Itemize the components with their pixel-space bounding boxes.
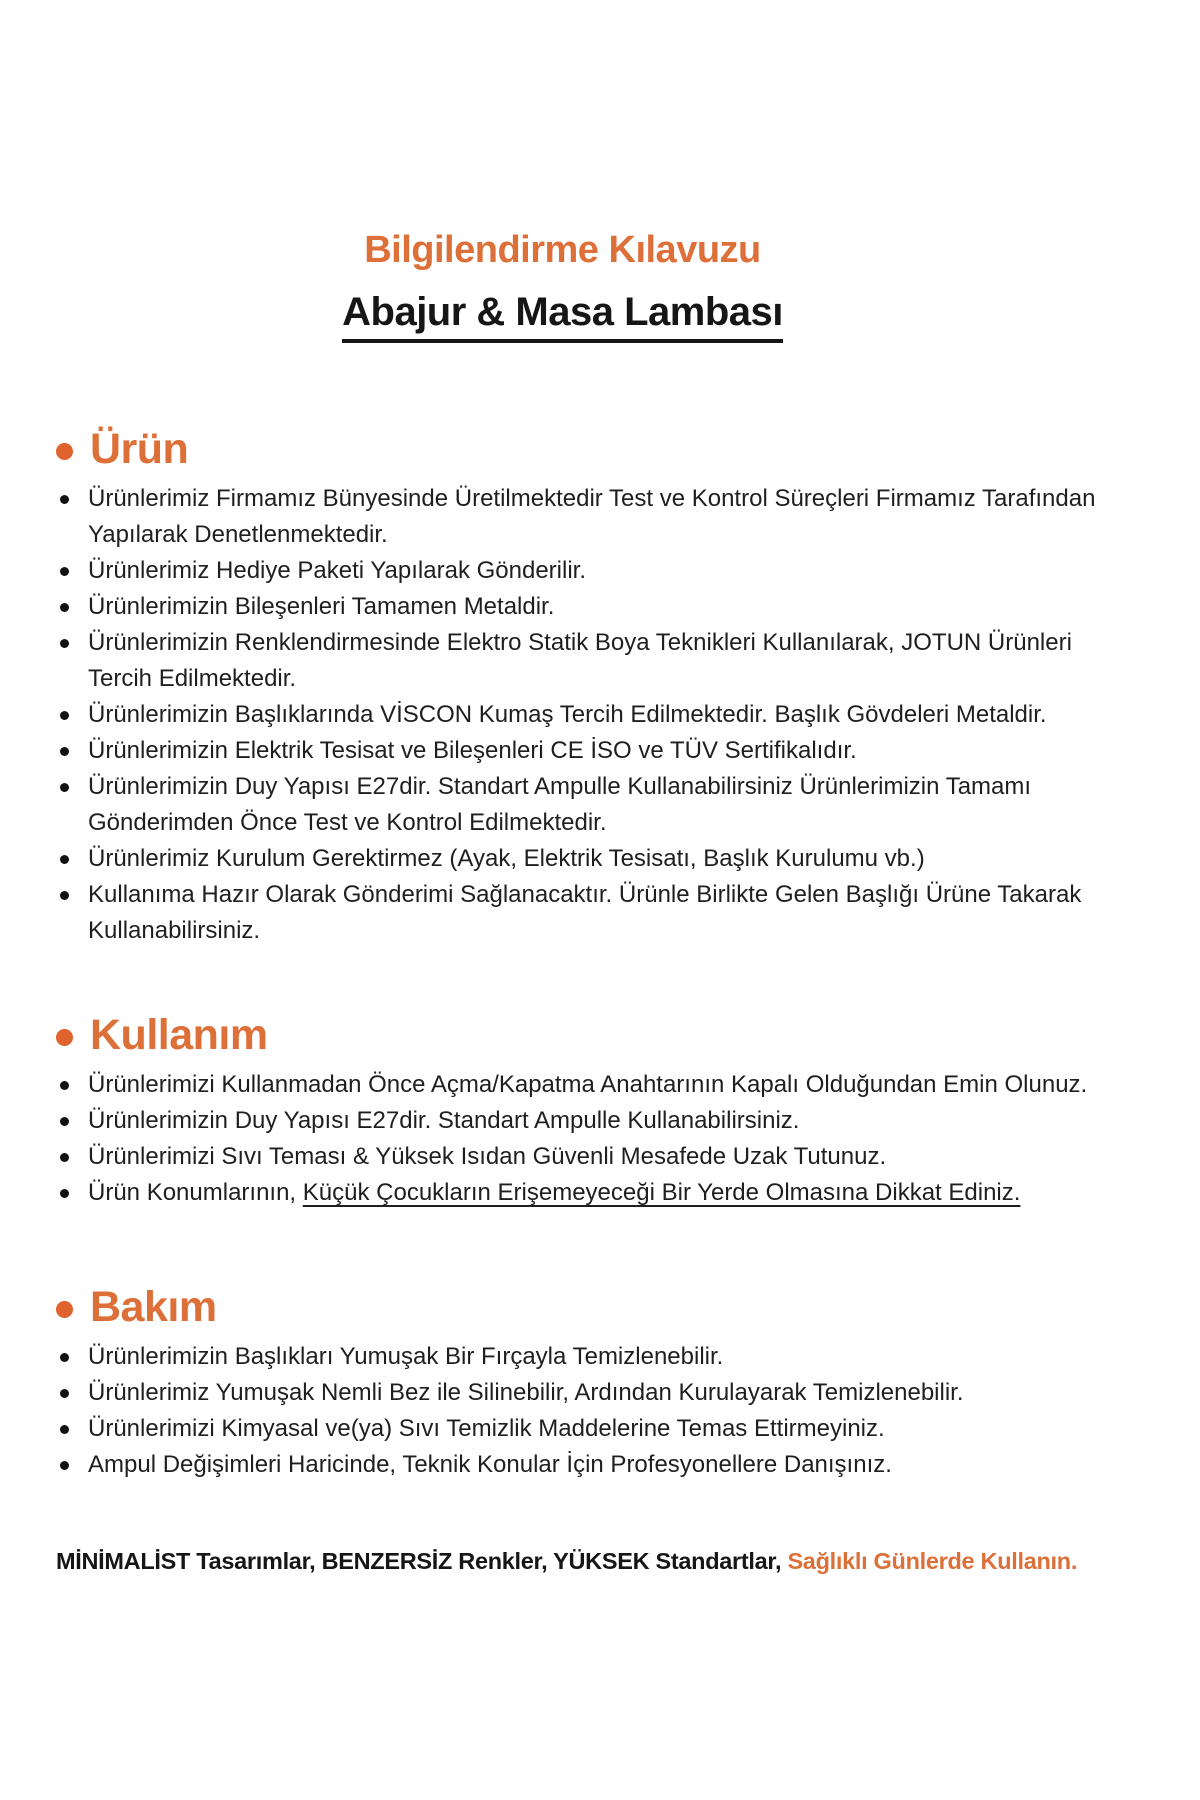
list-item-text: Ürünlerimizin Elektrik Tesisat ve Bileşenleri CE İSO ve TÜV Sertifikalıdır. (88, 737, 857, 764)
list-item (50, 1411, 1136, 1447)
list-item-text: Kullanıma Hazır Olarak Gönderimi Sağlanacaktır. Ürünle Birlikte Gelen Başlığı Ürüne Takarak Kullanabilirsiniz. (88, 881, 1082, 944)
list-item-text: Ürünlerimizi Kimyasal ve(ya) Sıvı Temizlik Maddelerine Temas Ettirmeyiniz. (88, 1415, 885, 1442)
section-urun-heading: Ürün (90, 425, 189, 473)
bullet-icon (60, 639, 69, 648)
list-item (50, 553, 1136, 589)
bullet-icon (56, 1029, 73, 1046)
footer-tagline-accent: Sağlıklı Günlerde Kullanın. (787, 1548, 1078, 1574)
bullet-icon (60, 1425, 69, 1434)
bullet-icon (60, 1189, 69, 1198)
bullet-icon (60, 1353, 69, 1362)
section-urun (0, 423, 1200, 949)
list-item (50, 697, 1136, 733)
bullet-icon (60, 567, 69, 576)
list-item (50, 769, 1136, 841)
footer-tagline-black: MİNİMALİST Tasarımlar, BENZERSİZ Renkler, YÜKSEK Standartlar, (56, 1548, 788, 1574)
list-item (50, 1067, 1136, 1103)
section-kullanim-heading-row (50, 1009, 1136, 1061)
bullet-icon (60, 603, 69, 612)
section-bakim-heading: Bakım (90, 1283, 217, 1331)
bullet-icon (60, 891, 69, 900)
list-item (50, 1139, 1136, 1175)
section-kullanim-heading: Kullanım (90, 1011, 268, 1059)
section-kullanim-list (50, 1067, 1136, 1211)
list-item-text: Ürünlerimizin Duy Yapısı E27dir. Standart Ampulle Kullanabilirsiniz Ürünlerimizin Tamamı Gönderimden Önce Test ve Kontrol Edilmektedir. (88, 773, 1032, 836)
list-item (50, 1339, 1136, 1375)
list-item-text: Ürünlerimizin Bileşenleri Tamamen Metaldir. (88, 593, 555, 620)
page-title: Bilgilendirme Kılavuzu (364, 229, 761, 271)
bullet-icon (56, 443, 73, 460)
list-item-text: Ürünlerimiz Hediye Paketi Yapılarak Gönderilir. (88, 557, 586, 584)
list-item-text: Ürünlerimiz Kurulum Gerektirmez (Ayak, Elektrik Tesisatı, Başlık Kurulumu vb.) (88, 845, 925, 872)
list-item-text: Ampul Değişimleri Haricinde, Teknik Konular İçin Profesyonellere Danışınız. (88, 1451, 892, 1478)
list-item (50, 841, 1136, 877)
section-kullanim (0, 1009, 1200, 1211)
bullet-icon (60, 1389, 69, 1398)
list-item (50, 625, 1136, 697)
list-item-text: Ürünlerimizin Başlıklarında VİSCON Kumaş Tercih Edilmektedir. Başlık Gövdeleri Metaldir. (88, 701, 1047, 728)
section-urun-heading-row (50, 423, 1136, 475)
footer-tagline (0, 1543, 1200, 1579)
section-bakim-heading-row (50, 1281, 1136, 1333)
list-item-text: Ürünlerimizin Duy Yapısı E27dir. Standart Ampulle Kullanabilirsiniz. (88, 1107, 800, 1134)
list-item-text: Ürünlerimizin Başlıkları Yumuşak Bir Fırçayla Temizlenebilir. (88, 1343, 724, 1370)
list-item (50, 589, 1136, 625)
section-bakim (0, 1281, 1200, 1483)
list-item (50, 1447, 1136, 1483)
list-item (50, 1103, 1136, 1139)
list-item (50, 481, 1136, 553)
bullet-icon (60, 1081, 69, 1090)
section-urun-list (50, 481, 1136, 949)
list-item-text: Ürünlerimizi Sıvı Teması & Yüksek Isıdan Güvenli Mesafede Uzak Tutunuz. (88, 1143, 887, 1170)
bullet-icon (60, 1117, 69, 1126)
list-item-text: Ürün Konumlarının, Küçük Çocukların Erişemeyeceği Bir Yerde Olmasına Dikkat Ediniz. (88, 1179, 1021, 1206)
bullet-icon (60, 711, 69, 720)
list-item (50, 1375, 1136, 1411)
list-item-text: Ürünlerimiz Yumuşak Nemli Bez ile Silinebilir, Ardından Kurulayarak Temizlenebilir. (88, 1379, 964, 1406)
list-item-text: Ürünlerimizin Renklendirmesinde Elektro Statik Boya Teknikleri Kullanılarak, JOTUN Ürünleri Tercih Edilmektedir. (88, 629, 1072, 692)
list-item (50, 733, 1136, 769)
bullet-icon (60, 783, 69, 792)
bullet-icon (60, 1461, 69, 1470)
list-item (50, 1175, 1136, 1211)
underlined-text: Küçük Çocukların Erişemeyeceği Bir Yerde Olmasına Dikkat Ediniz. (302, 1179, 1021, 1206)
bullet-icon (60, 495, 69, 504)
bullet-icon (60, 747, 69, 756)
section-bakim-list (50, 1339, 1136, 1483)
page-subtitle (0, 288, 1125, 343)
list-item (50, 877, 1136, 949)
list-item-text: Ürünlerimiz Firmamız Bünyesinde Üretilmektedir Test ve Kontrol Süreçleri Firmamız Tarafından Yapılarak Denetlenmektedir. (88, 485, 1096, 548)
bullet-icon (60, 1153, 69, 1162)
title-block (0, 0, 1125, 343)
page-subtitle-text: Abajur & Masa Lambası (342, 288, 783, 343)
list-item-text: Ürünlerimizi Kullanmadan Önce Açma/Kapatma Anahtarının Kapalı Olduğundan Emin Olunuz. (88, 1071, 1088, 1098)
bullet-icon (60, 855, 69, 864)
bullet-icon (56, 1301, 73, 1318)
